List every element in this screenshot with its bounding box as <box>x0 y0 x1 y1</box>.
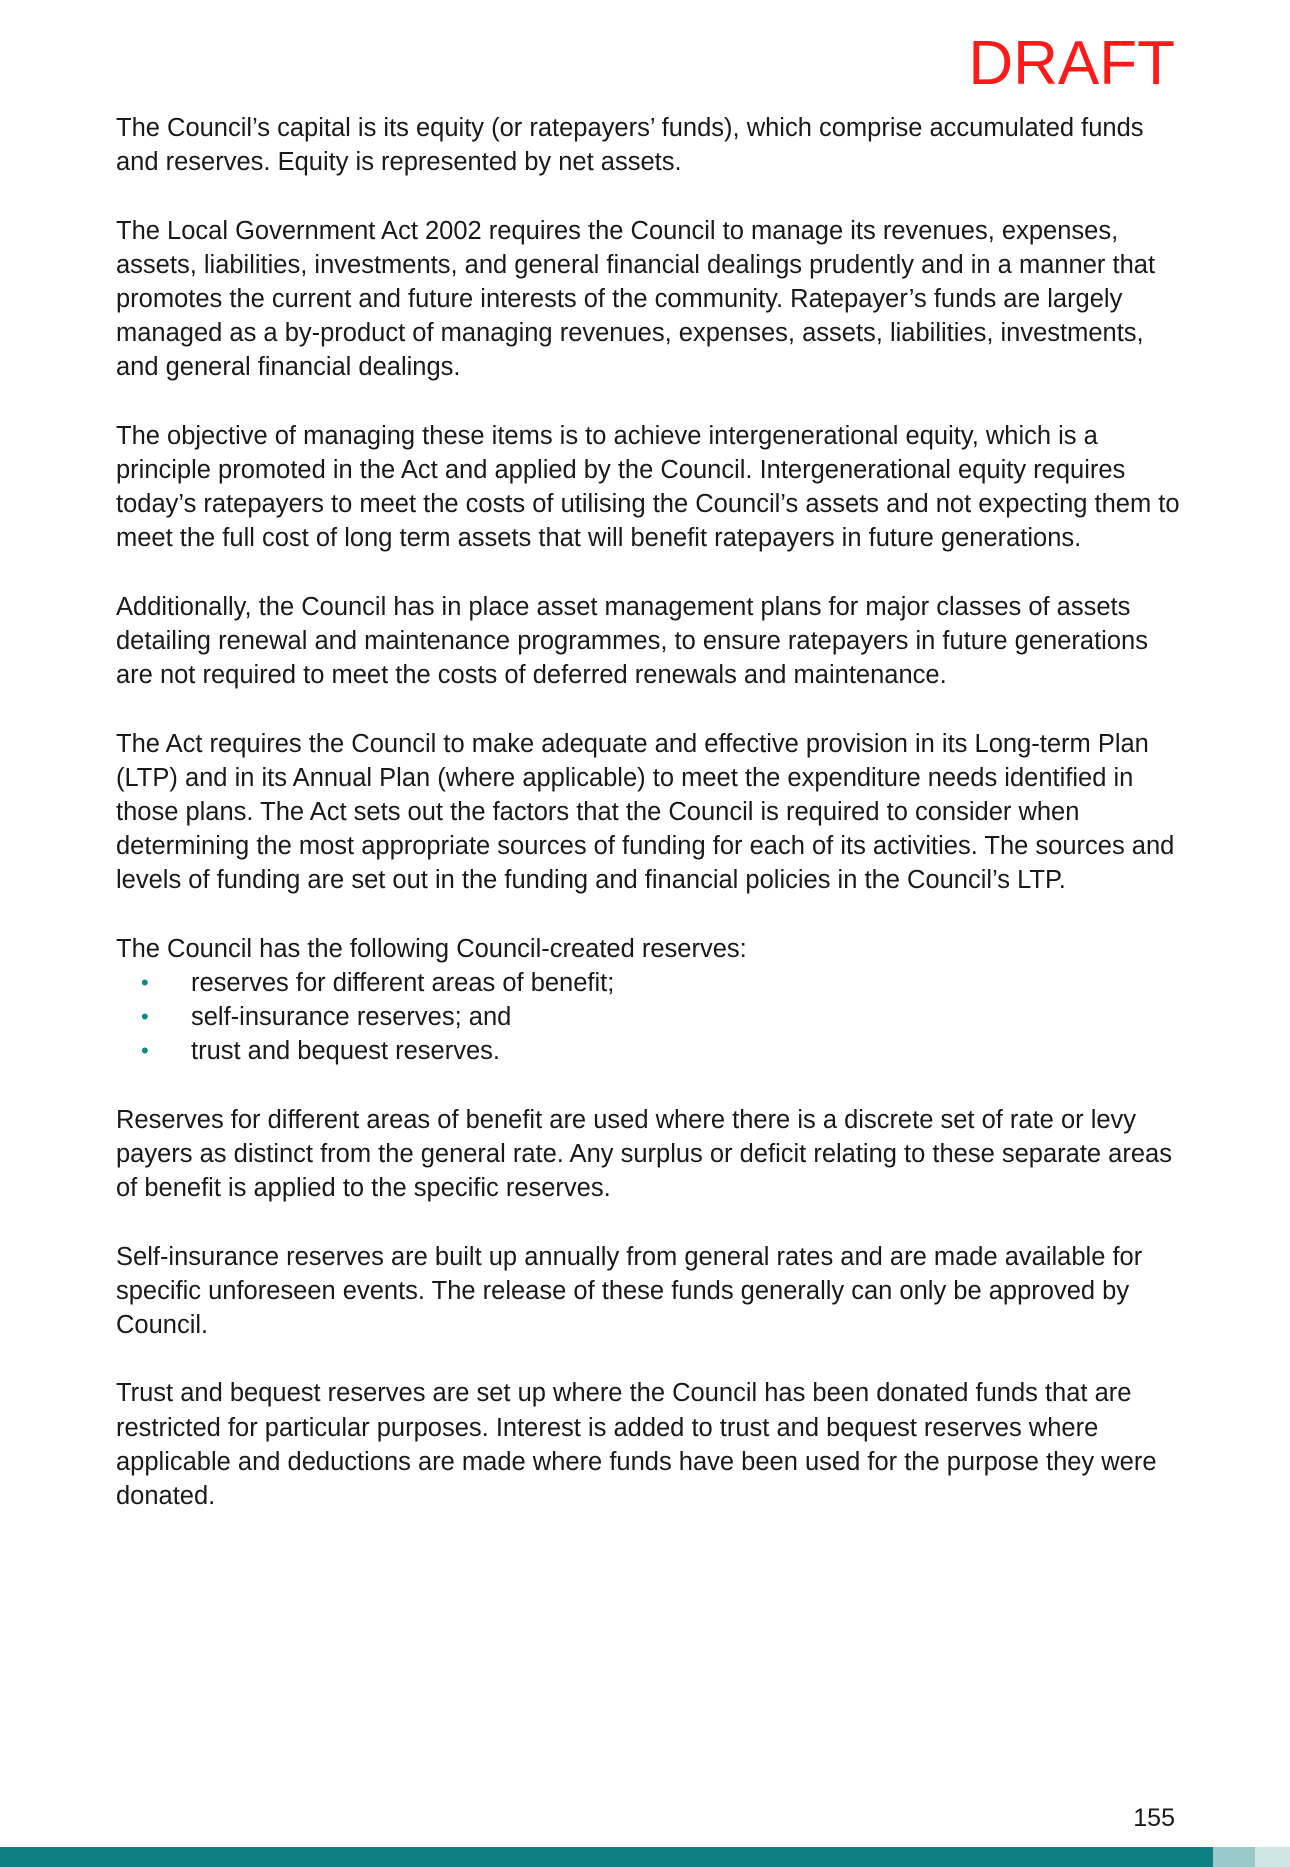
document-body <box>116 111 1181 1547</box>
list-item <box>116 1034 1181 1068</box>
paragraph-asset-management: Additionally, the Council has in place asset management plans for major classes of assets detailing renewal and maintenance programmes, to ensure ratepayers in future generations are not required to meet the costs of deferred renewals and maintenance. <box>116 592 1148 690</box>
draft-stamp: DRAFT <box>968 29 1175 98</box>
paragraph-lga-2002: The Local Government Act 2002 requires the Council to manage its revenues, expenses, assets, liabilities, investments, and general financial dealings prudently and in a manner that promotes the current and future interests of the community. Ratepayer’s funds are largely managed as a by-product of managing revenues, expenses, assets, liabilities, investments, and general financial dealings. <box>116 216 1156 382</box>
reserves-list <box>116 966 1181 1069</box>
list-item <box>116 966 1181 1000</box>
bullet-icon: • <box>141 1038 149 1064</box>
bullet-icon: • <box>141 970 149 995</box>
page-number: 155 <box>1133 1804 1175 1832</box>
paragraph-self-insurance: Self-insurance reserves are built up annually from general rates and are made available for specific unforeseen events. The release of these funds generally can only be approved by Council. <box>116 1242 1143 1339</box>
list-item-text: self-insurance reserves; and <box>191 1003 512 1032</box>
paragraph-trust-bequest: Trust and bequest reserves are set up where the Council has been donated funds that are restricted for particular purposes. Interest is added to trust and bequest reserves where applicable and deductions are made where funds have been used for the purpose they were donated. <box>116 1379 1157 1510</box>
footer-accent-light <box>1213 1847 1255 1867</box>
list-item-text: trust and bequest reserves. <box>191 1037 501 1066</box>
paragraph-capital: The Council’s capital is its equity (or ratepayers’ funds), which comprise accumulated funds and reserves. Equity is represented by net assets. <box>116 114 1144 177</box>
bullet-icon: • <box>141 1004 149 1030</box>
paragraph-ltp-funding: The Act requires the Council to make adequate and effective provision in its Long-term Plan (LTP) and in its Annual Plan (where applicable) to meet the expenditure needs identified in those plans. The Act sets out the factors that the Council is required to consider when determining the most appropriate sources of funding for each of its activities. The sources and levels of funding are set out in the funding and financial policies in the Council’s LTP. <box>116 729 1175 895</box>
paragraph-areas-of-benefit: Reserves for different areas of benefit are used where there is a discrete set of rate or levy payers as distinct from the general rate. Any surplus or deficit relating to these separate areas of benefit is applied to the specific reserves. <box>116 1105 1172 1203</box>
paragraph-intergenerational-equity: The objective of managing these items is to achieve intergenerational equity, which is a principle promoted in the Act and applied by the Council. Intergenerational equity requires today’s ratepayers to meet the costs of utilising the Council’s assets and not expecting them to meet the full cost of long term assets that will benefit ratepayers in future generations. <box>116 421 1180 553</box>
list-item-text: reserves for different areas of benefit; <box>191 969 615 997</box>
list-item <box>116 1000 1181 1034</box>
footer-bar <box>0 1847 1213 1867</box>
reserves-intro: The Council has the following Council-created reserves: <box>116 934 747 963</box>
footer-accent-pale <box>1255 1847 1290 1867</box>
